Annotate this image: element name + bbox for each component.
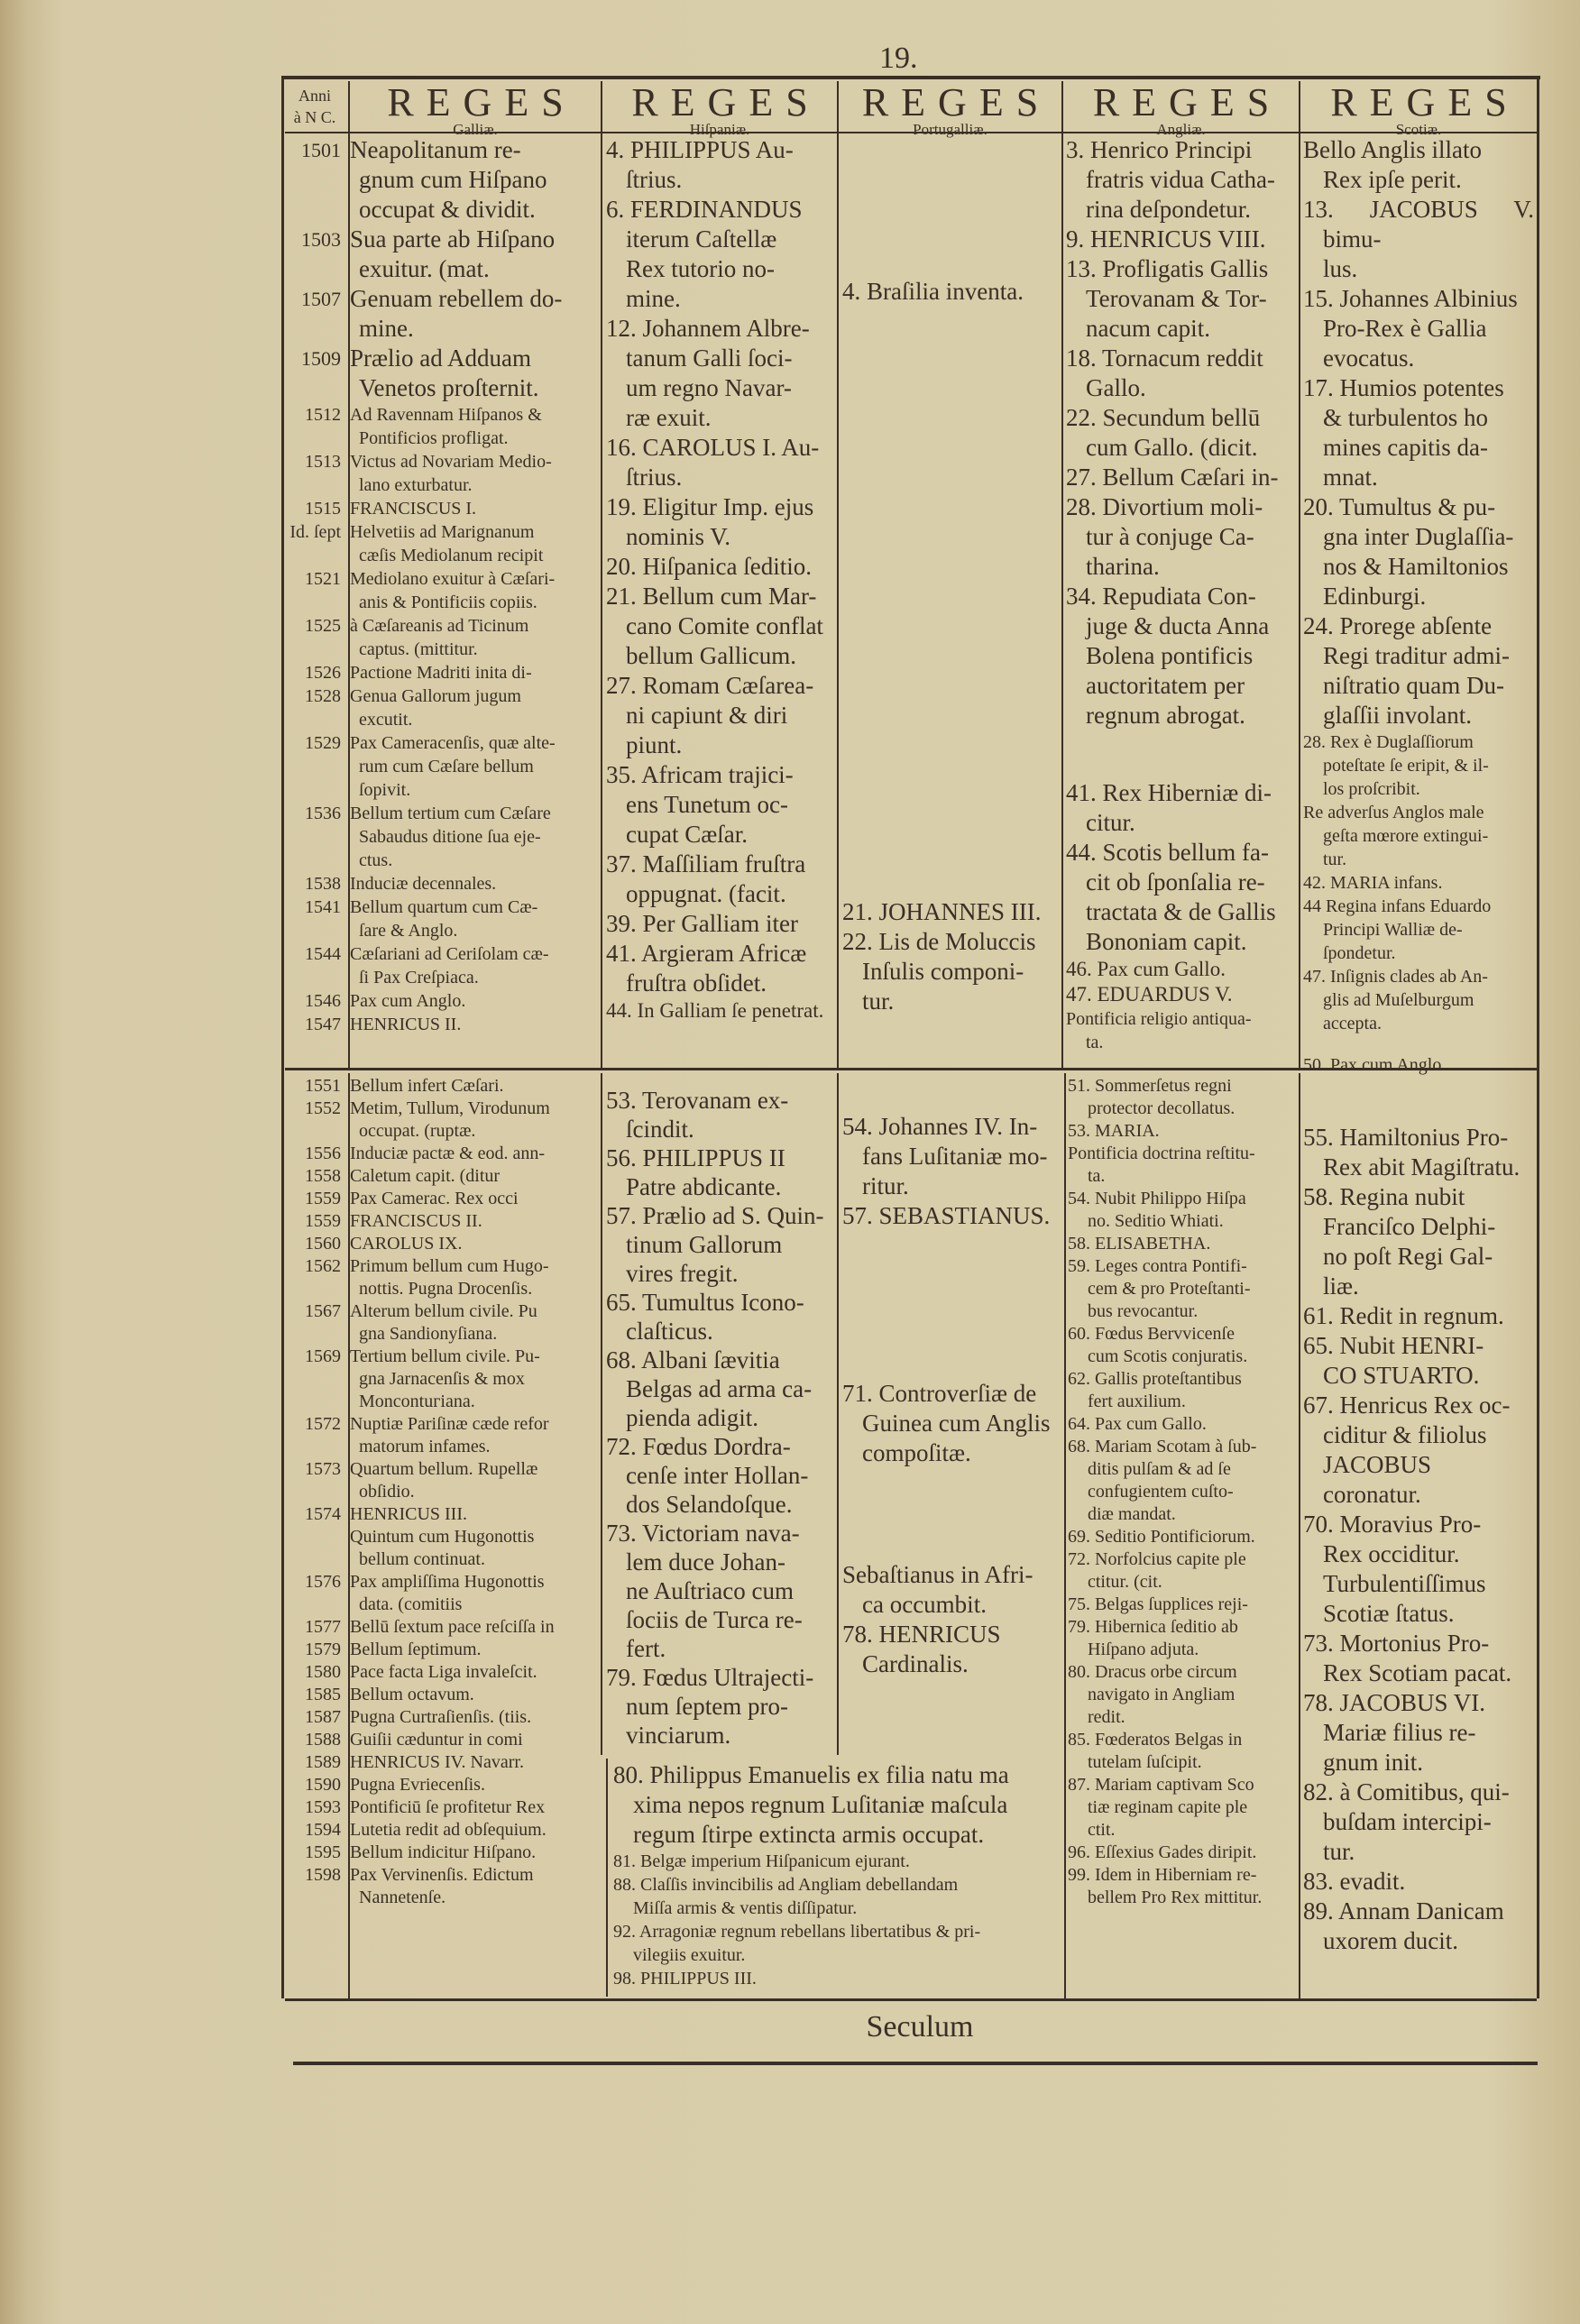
chronicle-entry: 44. Scotis bellum fa- cit ob ſponſalia re- tractata & de Gallis Bononiam capit. [1066,839,1276,955]
entry-text: Cæſariani ad Ceriſolam cæ- ſi Pax Creſpiaca. [350,944,549,987]
column-hispaniae [606,135,833,1024]
year: 1501 [301,139,341,161]
entry-text: Neapolitanum re- gnum cum Hiſpano occupat & dividit. [350,136,547,223]
entry-text: FRANCISCUS I. [350,499,477,519]
chronicle-entry: 13. Profligatis Gallis Terovanam & Tor- nacum capit. [1066,255,1269,342]
chronicle-row [283,1729,599,1751]
column-portugalliae [842,135,1057,1016]
catchword-rule [293,2062,1538,2065]
chronicle-entry: 4. Braſilia inventa. [842,278,1024,305]
chronicle-row [283,1639,599,1661]
entry-text: Induciæ pactæ & eod. ann- [350,1144,546,1163]
entry-text: Pax ampliſſima Hugonottis data. (comitiis [350,1572,545,1614]
entry-text: FRANCISCUS II. [350,1211,482,1231]
year: 1567 [305,1301,341,1321]
header-subtitle: Portugalliæ. [913,121,988,138]
column-hispaniae [606,1075,833,1750]
chronicle-entry: 68. Mariam Scotam à ſub- ditis pulſam & ad ſe confugientem cuſto- diæ mandat. [1068,1437,1257,1524]
chronicle-row [283,1233,599,1255]
chronicle-row [283,450,599,497]
entry-text: Caletum capit. (ditur [350,1166,501,1186]
chronicle-entry: 73. Mortonius Pro- Rex Scotiam pacat. [1303,1630,1512,1686]
chronicle-entry: 62. Gallis proteſtantibus fert auxilium. [1068,1369,1242,1411]
chronicle-entry: 67. Henricus Rex oc- ciditur & filiolus JACOBUS coronatur. [1303,1392,1511,1508]
divider [837,81,839,1068]
chronicle-entry: 39. Per Galliam iter [606,910,798,937]
chronicle-entry: 57. Prælio ad S. Quin- tinum Gallorum vires fregit. [606,1202,824,1287]
chronicle-row [283,1571,599,1616]
chronicle-entry: 71. Controverſiæ de Guinea cum Anglis compoſitæ. [842,1380,1051,1466]
divider [837,1073,839,1755]
chronicle-row [283,1013,599,1036]
chronicle-entry: 42. MARIA infans. [1303,873,1443,893]
chronicle-entry: 65. Tumultus Icono- claſticus. [606,1289,804,1345]
chronicle-entry: 20. Tumultus & pu- gna inter Duglaſſia- nos & Hamiltonios Edinburgi. [1303,493,1514,610]
column-portugalliae [842,1075,1059,1679]
chronicle-row [283,1458,599,1503]
chronicle-row [283,1661,599,1684]
chronicle-entry: 64. Pax cum Gallo. [1068,1414,1207,1434]
chronicle-entry: 54. Nubit Philippo Hiſpa no. Seditio Whiati. [1068,1189,1246,1231]
header-portugalliae [839,80,1061,138]
chronicle-entry: Bello Anglis illato Rex ipſe perit. [1303,136,1483,193]
year [283,1526,346,1571]
chronicle-row [283,614,599,661]
chronicle-entry: 22. Secundum bellū cum Gallo. (dicit. [1066,404,1261,461]
chronicle-entry: 83. evadit. [1303,1868,1406,1895]
chronicle-entry: 18. Tornacum reddit Gallo. [1066,344,1263,401]
chronicle-entry: 89. Annam Danicam uxorem ducit. [1303,1897,1504,1954]
header-title: REGES [387,80,576,124]
chronicle-entry: 46. Pax cum Gallo. [1066,958,1226,980]
header-scotiae [1300,80,1537,138]
header-galliae [350,80,601,138]
year: 1512 [305,405,341,425]
header-angliae [1063,80,1299,138]
chronicle-entry: 87. Mariam captivam Sco tiæ reginam capite ple ctit. [1068,1775,1254,1840]
year: 1513 [305,452,341,472]
entry-text: Bellum ſeptimum. [350,1640,482,1659]
top-rule [281,76,1540,79]
entry-text: HENRICUS II. [350,1015,462,1034]
year: 1509 [301,347,341,370]
chronicle-entry: 21. Bellum cum Mar- cano Comite conflat bellum Gallicum. [606,583,823,669]
chronicle-entry: 78. HENRICUS Cardinalis. [842,1621,1001,1677]
year: 1529 [305,733,341,753]
entry-text: CAROLUS IX. [350,1234,463,1254]
chronicle-entry: 9. HENRICUS VIII. [1066,225,1266,253]
year: 1526 [305,663,341,683]
bottom-rule [285,1998,1537,2001]
chronicle-entry: 96. Eſſexius Gades diripit. [1068,1842,1257,1862]
chronicle-entry: 41. Rex Hiberniæ di- citur. [1066,779,1272,836]
chronicle-row [283,1210,599,1233]
entry-text: Quintum cum Hugonottis bellum continuat. [350,1527,535,1569]
chronicle-row [283,344,599,403]
year: 1515 [305,499,341,519]
chronicle-entry: 19. Eligitur Imp. ejus nominis V. [606,493,814,550]
entry-text: Bellū ſextum pace reſciſſa in [350,1617,555,1637]
chronicle-entry: 75. Belgas ſupplices reji- [1068,1594,1248,1614]
entry-text: Ad Ravennam Hiſpanos & Pontificios profligat. [350,405,542,448]
header-title: REGES [861,80,1052,124]
entry-text: Pugna Evriecenſis. [350,1775,485,1795]
year: 1588 [305,1730,341,1750]
year: 1507 [301,288,341,310]
chronicle-row [283,1188,599,1210]
divider [606,1759,608,1997]
entry-text: Tertium bellum civile. Pu- gna Jarnacenſis & mox Moncontuгiana. [350,1346,540,1411]
chronicle-entry: Pontificia doctrina reſtitu- ta. [1068,1144,1255,1186]
entry-text: Genuam rebellem do- mine. [350,285,563,342]
entry-text: Metim, Tullum, Virodunum occupat. (ruptæ. [350,1098,550,1141]
chronicle-row [283,1346,599,1413]
year: 1551 [305,1076,341,1096]
header-title: REGES [631,80,821,124]
chronicle-entry: 44. In Galliam ſe penetrat. [606,999,824,1022]
chronicle-entry: 79. Hibernica ſeditio ab Hiſpano adjuta. [1068,1617,1238,1659]
chronicle-row [283,989,599,1013]
chronicle-row [283,872,599,896]
divider [601,1073,602,1755]
chronicle-row [283,1796,599,1819]
chronicle-entry: 17. Humios potentes & turbulentos ho mines capitis da- mnat. [1303,374,1504,491]
chronicle-entry: Re adverſus Anglos male geſta mœrore extingui- tur. [1303,803,1489,869]
chronicle-entry: 3. Henrico Principi fratris vidua Catha- rina deſpondetur. [1066,136,1275,223]
chronicle-entry: 47. EDUARDUS V. [1066,983,1233,1006]
entry-text: Bellum infert Cæſari. [350,1076,504,1096]
entry-text: Induciæ decennales. [350,874,497,894]
chronicle-entry: 73. Victoriam nava- lem duce Johan- ne Auſtriaco cum ſociis de Turca re- fert. [606,1520,803,1662]
chronicle-row [283,1706,599,1729]
chronicle-entry: 69. Seditio Pontificiorum. [1068,1527,1255,1547]
chronicle-row [283,225,599,284]
chronicle-row [283,284,599,344]
year: 1559 [305,1189,341,1208]
chronicle-row [283,403,599,450]
chronicle-row [283,1684,599,1706]
chronicle-entry: 41. Argieram Africæ fruſtra obſidet. [606,940,807,997]
chronicle-entry: 61. Redit in regnum. [1303,1302,1504,1329]
year: 1528 [305,686,341,706]
chronicle-row [283,1526,599,1571]
entry-text: Bellum indicitur Hiſpano. [350,1842,537,1862]
year: 1574 [305,1504,341,1524]
entry-text: Pax Cameracenſis, quæ alte- rum cum Cæſare bellum ſopivit. [350,733,556,800]
chronicle-entry: 60. Fœdus Bervvicenſe cum Scotis conjuratis. [1068,1324,1248,1366]
chronicle-row [283,1774,599,1796]
entry-text: Victus ad Novariam Medio- lano exturbatur. [350,452,552,495]
column-scotiae [1303,1075,1534,1956]
chronicle-row [283,896,599,942]
chronicle-entry: 79. Fœdus Ultrajecti- num ſeptem pro- vinciarum. [606,1664,814,1749]
chronicle-entry: 20. Hiſpanica ſeditio. [606,553,812,580]
chronicle-entry: 85. Fœderatos Belgas in tutelam ſuſcipit. [1068,1730,1243,1772]
page-number: 19. [879,41,918,75]
chronicle-entry: 80. Dracus orbe circum navigato in Angliam redit. [1068,1662,1237,1727]
year: 1558 [305,1166,341,1186]
year: 1595 [305,1842,341,1862]
entry-text: Guiſii cæduntur in comi [350,1730,523,1750]
chronicle-entry: 24. Prorege abſente Regi traditur admi- niſtratio quam Du- glaſſii involant. [1303,612,1510,729]
year: 1525 [305,616,341,636]
column-angliae [1068,1075,1297,1909]
chronicle-row [283,1864,599,1909]
chronicle-row [283,1255,599,1300]
year: 1546 [305,991,341,1011]
chronicle-entry: 72. Norfolcius capite ple ctitur. (cit. [1068,1549,1246,1592]
chronicle-entry: 12. Johannem Albre- tanum Galli ſoci- um regno Navar- ræ exuit. [606,315,810,431]
chronicle-entry: 15. Johannes Albinius Pro-Rex è Gallia evocatus. [1303,285,1518,372]
chronicle-entry: 80. Philippus Emanuelis ex filia natu ma xima nepos regnum Luſitaniæ maſcula regum ſtirpe extincta armis occupat. [613,1761,1009,1848]
chronicle-entry: 51. Sommerſetus regni protector decollatus. [1068,1076,1236,1118]
chronicle-row [283,497,599,520]
divider [601,81,602,1068]
chronicle-entry: 27. Romam Cæſarea- ni capiunt & diri piunt. [606,672,814,758]
entry-text: Pax Vervinenſis. Edictum Nannetenſe. [350,1865,534,1907]
year: 1544 [305,944,341,964]
year: 1576 [305,1572,341,1592]
chronicle-entry: 16. CAROLUS I. Au- ſtrius. [606,434,820,491]
header-subtitle: Hiſpaniæ. [689,121,750,138]
chronicle-row [283,520,599,567]
chronicle-row [283,1300,599,1346]
year: 1593 [305,1797,341,1817]
year: 1585 [305,1685,341,1704]
year: 1590 [305,1775,341,1795]
chronicle-entry: 82. à Comitibus, qui- buſdam intercipi- tur. [1303,1778,1510,1865]
column-galliae [283,135,599,1036]
chronicle-entry: 78. JACOBUS VI. Mariæ filius re- gnum init. [1303,1689,1486,1776]
year: 1594 [305,1820,341,1840]
chronicle-entry: 28. Divortium moli- tur à conjuge Ca- tharina. [1066,493,1263,580]
chronicle-row [283,802,599,872]
entry-text: Primum bellum cum Hugo- nottis. Pugna Drocenſis. [350,1256,549,1299]
year: 1559 [305,1211,341,1231]
divider [1064,1073,1066,1998]
chronicle-row [283,1503,599,1526]
chronicle-row [283,1616,599,1639]
header-subtitle: Galliæ. [453,121,498,138]
chronicle-entry: 47. Inſignis clades ab An- glis ad Muſelburgum accepta. [1303,967,1488,1033]
year: Id. ſept [289,522,341,542]
chronicle-entry: 6. FERDINANDUS iterum Caſtellæ Rex tutorio no- mine. [606,196,803,312]
entry-text: Quartum bellum. Rupellæ obſidio. [350,1459,538,1502]
header-title: REGES [1330,80,1520,124]
year: 1569 [305,1346,341,1366]
entry-text: Nuptiæ Pariſinæ cæde refor matorum infames. [350,1414,549,1456]
year-label-1: Anni [299,87,331,105]
chronicle-row [283,731,599,802]
divider [1061,81,1063,1068]
year: 1536 [305,804,341,823]
entry-text: Helvetiis ad Marignanum cæſis Mediolanum recipit [350,522,544,565]
header-title: REGES [1092,80,1282,124]
chronicle-entry: 88. Claſſis invincibilis ad Angliam debellandam Miſſa armis & ventis diſſipatur. [613,1875,959,1918]
year: 1538 [305,874,341,894]
entry-text: Lutetia redit ad obſequium. [350,1820,547,1840]
chronicle-entry: 53. Terovanam ex- ſcindit. [606,1087,789,1143]
chronicle-entry: 59. Leges contra Pontifi- cem & pro Proteſtanti- bus revocantur. [1068,1256,1251,1321]
year-header [283,85,346,128]
chronicle-entry: 53. MARIA. [1068,1121,1160,1141]
chronicle-row [283,942,599,989]
year: 1547 [305,1015,341,1034]
chronicle-entry: 72. Fœdus Dordra- cenſe inter Hollan- dos Selandoſque. [606,1433,809,1518]
chronicle-entry: 70. Moravius Pro- Rex occiditur. Turbulentiſſimus Scotiæ ſtatus. [1303,1511,1486,1627]
year: 1587 [305,1707,341,1727]
chronicle-row [283,1819,599,1842]
year: 1552 [305,1098,341,1118]
entry-text: Mediolano exuitur à Cæſari- anis & Pontificiis copiis. [350,569,556,612]
entry-text: HENRICUS IV. Navarr. [350,1752,524,1772]
divider [1299,1073,1300,1998]
chronicle-row [283,1143,599,1165]
chronicle-entry: 50. Pax cum Anglo. [1303,1055,1447,1075]
entry-text: Bellum octavum. [350,1685,474,1704]
chronicle-entry: 21. JOHANNES III. [842,898,1042,925]
entry-text: Pontificiū ſe profitetur Rex [350,1797,546,1817]
chronicle-entry: 37. Maſſiliam fruſtra oppugnat. (facit. [606,850,806,907]
entry-text: Alterum bellum civile. Pu gna Sandionyſiana. [350,1301,537,1344]
chronicle-row [283,567,599,614]
chronicle-entry: 27. Bellum Cæſari in- [1066,464,1279,491]
chronicle-entry: 99. Idem in Hiberniam re- bellem Pro Rex mittitur. [1068,1865,1263,1907]
year: 1573 [305,1459,341,1479]
chronicle-row [283,1098,599,1143]
chronicle-row [283,1842,599,1864]
year: 1521 [305,569,341,589]
year: 1572 [305,1414,341,1434]
year: 1580 [305,1662,341,1682]
chronicle-entry: 81. Belgæ imperium Hiſpanicum ejurant. [613,1851,910,1871]
chronicle-entry: 55. Hamiltonius Pro- Rex abit Magiſtratu. [1303,1124,1520,1180]
entry-text: Bellum tertium cum Cæſare Sabaudus ditione ſua eje- ctus. [350,804,551,870]
entry-text: Pactione Madriti inita di- [350,663,532,683]
year: 1579 [305,1640,341,1659]
header-hispaniae [602,80,837,138]
column-scotiae [1303,135,1534,1077]
chronicle-entry: 13. JACOBUS V. bimu- lus. [1303,196,1534,282]
chronicle-row [283,1075,599,1098]
chronicle-entry: 54. Johannes IV. In- fans Luſitaniæ mo- ritur. [842,1113,1048,1199]
header-subtitle: Scotiæ. [1395,121,1442,138]
entry-text: Genua Gallorum jugum excutit. [350,686,521,730]
year: 1556 [305,1144,341,1163]
year: 1560 [305,1234,341,1254]
column-hispaniae-portugalliae-span [613,1760,1061,1990]
chronicle-entry: 98. PHILIPPUS III. [613,1969,757,1989]
catchword: Seculum [866,2010,974,2044]
year: 1577 [305,1617,341,1637]
chronicle-entry: 44 Regina infans Eduardo Principi Walliæ de- ſpondetur. [1303,896,1492,963]
year: 1562 [305,1256,341,1276]
year: 1598 [305,1865,341,1885]
entry-text: à Cæſareanis ad Ticinum captus. (mittitur. [350,616,529,659]
right-border [1537,78,1539,1998]
entry-text: Pace facta Liga invaleſcit. [350,1662,537,1682]
chronicle-row [283,1413,599,1458]
chronicle-entry: 92. Arragoniæ regnum rebellans libertatibus & pri- vilegiis exuitur. [613,1922,981,1965]
column-galliae [283,1075,599,1909]
entry-text: Prælio ad Adduam Venetos proſternit. [350,344,539,401]
divider [1299,81,1300,1068]
chronicle-entry: 28. Rex è Duglaſſiorum poteſtate ſe eripit, & il- los proſcribit. [1303,732,1489,799]
entry-text: Pax Camerac. Rex occi [350,1189,519,1208]
chronicle-row [283,135,599,225]
year: 1503 [301,228,341,251]
chronicle-entry: 57. SEBASTIANUS. [842,1202,1051,1229]
chronicle-entry: 56. PHILIPPUS II Patre abdicante. [606,1144,785,1200]
chronicle-entry: 35. Africam trajici- ens Tunetum oc- cupat Cæſar. [606,761,794,848]
column-angliae [1066,135,1295,1054]
chronicle-entry: Pontificia religio antiqua- ta. [1066,1009,1252,1052]
entry-text: Pax cum Anglo. [350,991,466,1011]
entry-text: Pugna Curtraſienſis. (tiis. [350,1707,532,1727]
entry-text: HENRICUS III. [350,1504,467,1524]
entry-text: Bellum quartum cum Cæ- ſare & Anglo. [350,897,538,941]
chronicle-row [283,661,599,684]
chronicle-entry: 34. Repudiata Con- juge & ducta Anna Bolena pontificis auctoritatem per regnum abrogat. [1066,583,1270,729]
chronicle-entry: 4. PHILIPPUS Au- ſtrius. [606,136,794,193]
chronicle-entry: 68. Albani ſævitia Belgas ad arma ca- pienda adigit. [606,1346,813,1431]
chronicle-entry: Sebaſtianus in Afri- ca occumbit. [842,1561,1033,1618]
entry-text: Sua parte ab Hiſpano exuitur. (mat. [350,225,556,282]
year: 1589 [305,1752,341,1772]
year: 1541 [305,897,341,917]
chronicle-entry: 65. Nubit HENRI- CO STUARTO. [1303,1332,1484,1389]
header-subtitle: Angliæ. [1156,121,1206,138]
chronicle-entry: 58. Regina nubit Franciſco Delphi- no poſt Regi Gal- liæ. [1303,1183,1496,1300]
chronicle-row [283,1165,599,1188]
chronicle-row [283,684,599,731]
chronicle-entry: 22. Lis de Moluccis Inſulis componi- tur. [842,928,1036,1015]
year-label-2: à N C. [293,108,336,126]
chronicle-row [283,1751,599,1774]
chronicle-entry: 58. ELISABETHA. [1068,1234,1211,1254]
